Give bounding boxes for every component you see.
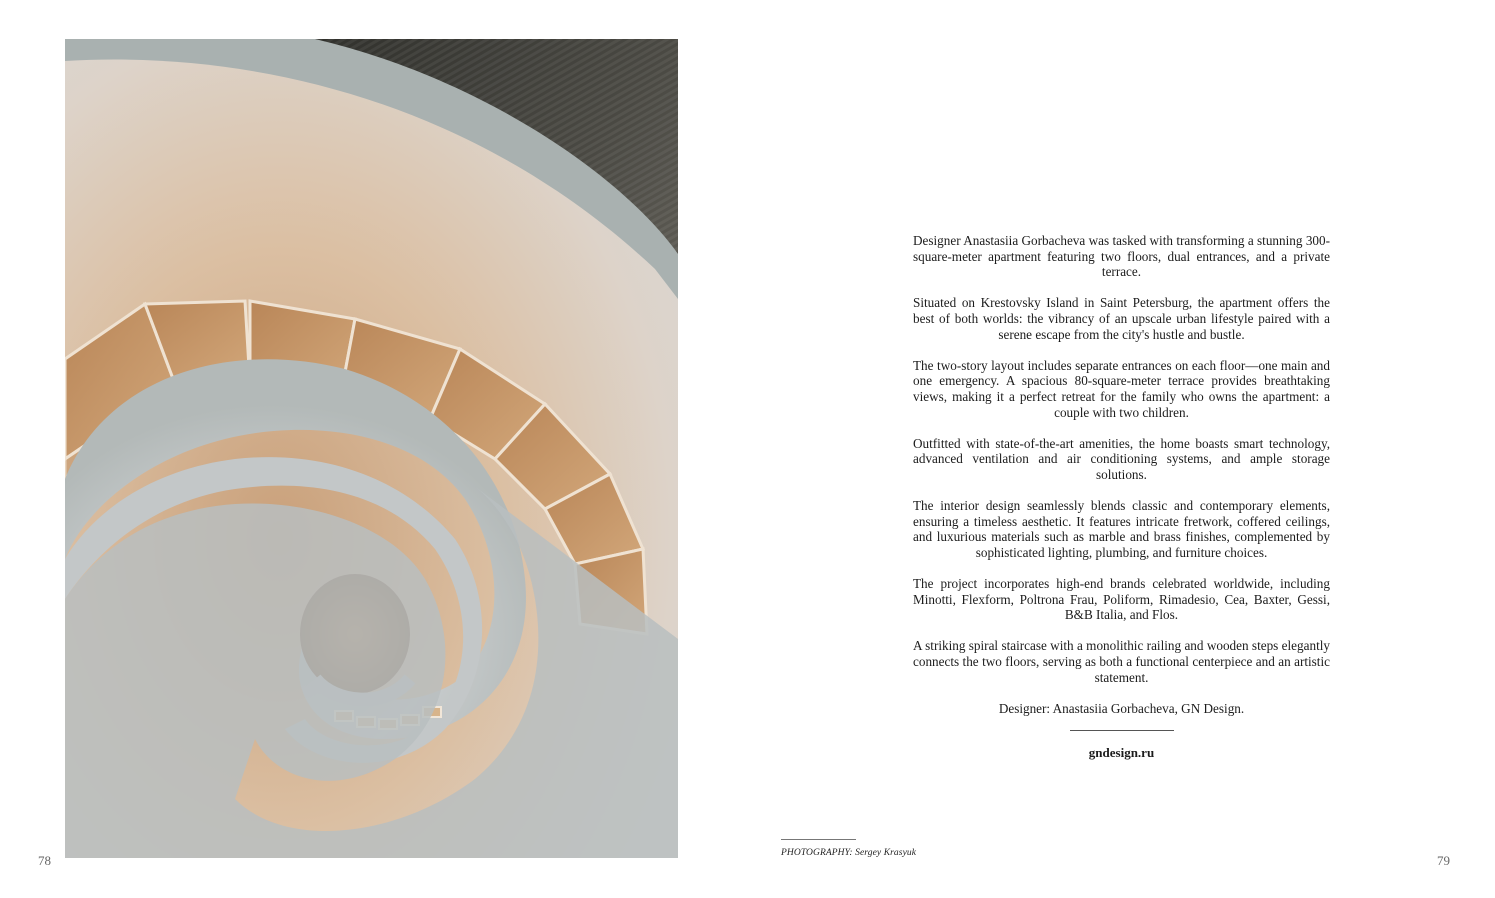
spiral-staircase-photo [65, 39, 678, 858]
article-paragraph-6: The project incorporates high-end brands celebrated worldwide, including Minotti, Flexform, Poltrona Frau, Poliform, Rimadesio, Cea, Baxter, Gessi, B&B Italia, and Flos. [913, 576, 1330, 623]
page-number-right: 79 [1437, 853, 1450, 868]
designer-credit: Designer: Anastasiia Gorbacheva, GN Design. [998, 700, 1245, 716]
article-paragraph-7: A striking spiral staircase with a monolithic railing and wooden steps elegantly connects the two floors, serving as both a functional centerpiece and an artistic statement. [913, 638, 1330, 685]
article-paragraph-4: Outfitted with state-of-the-art amenities, the home boasts smart technology, advanced ventilation and air conditioning systems, and ample storage solutions. [913, 435, 1330, 482]
article-paragraph-5: The interior design seamlessly blends classic and contemporary elements, ensuring a timeless aesthetic. It features intricate fretwork, coffered ceilings, and luxurious materials such as marble and brass finishes, complemented by sophisticated lighting, plumbing, and furniture choices. [913, 498, 1330, 560]
divider-rule [1070, 730, 1174, 731]
article-body [913, 233, 1330, 761]
staircase-illustration [65, 39, 678, 858]
photo-credit: PHOTOGRAPHY: Sergey Krasyuk [781, 848, 917, 858]
page-number-left: 78 [38, 853, 51, 868]
article-paragraph-2: Situated on Krestovsky Island in Saint Petersburg, the apartment offers the best of both worlds: the vibrancy of an upscale urban lifestyle paired with a serene escape from the city's hustle and bustle. [913, 295, 1330, 342]
photo-credit-divider [781, 839, 856, 840]
article-paragraph-3: The two-story layout includes separate entrances on each floor—one main and one emergency. A spacious 80-square-meter terrace provides breathtaking views, making it a perfect retreat for the family who owns the apartment: a couple with two children. [913, 357, 1330, 420]
article-paragraph-1: Designer Anastasiia Gorbacheva was tasked with transforming a stunning 300-square-meter apartment featuring two floors, dual entrances, and a private terrace. [913, 233, 1330, 280]
website-link[interactable]: gndesign.ru [1088, 745, 1155, 761]
